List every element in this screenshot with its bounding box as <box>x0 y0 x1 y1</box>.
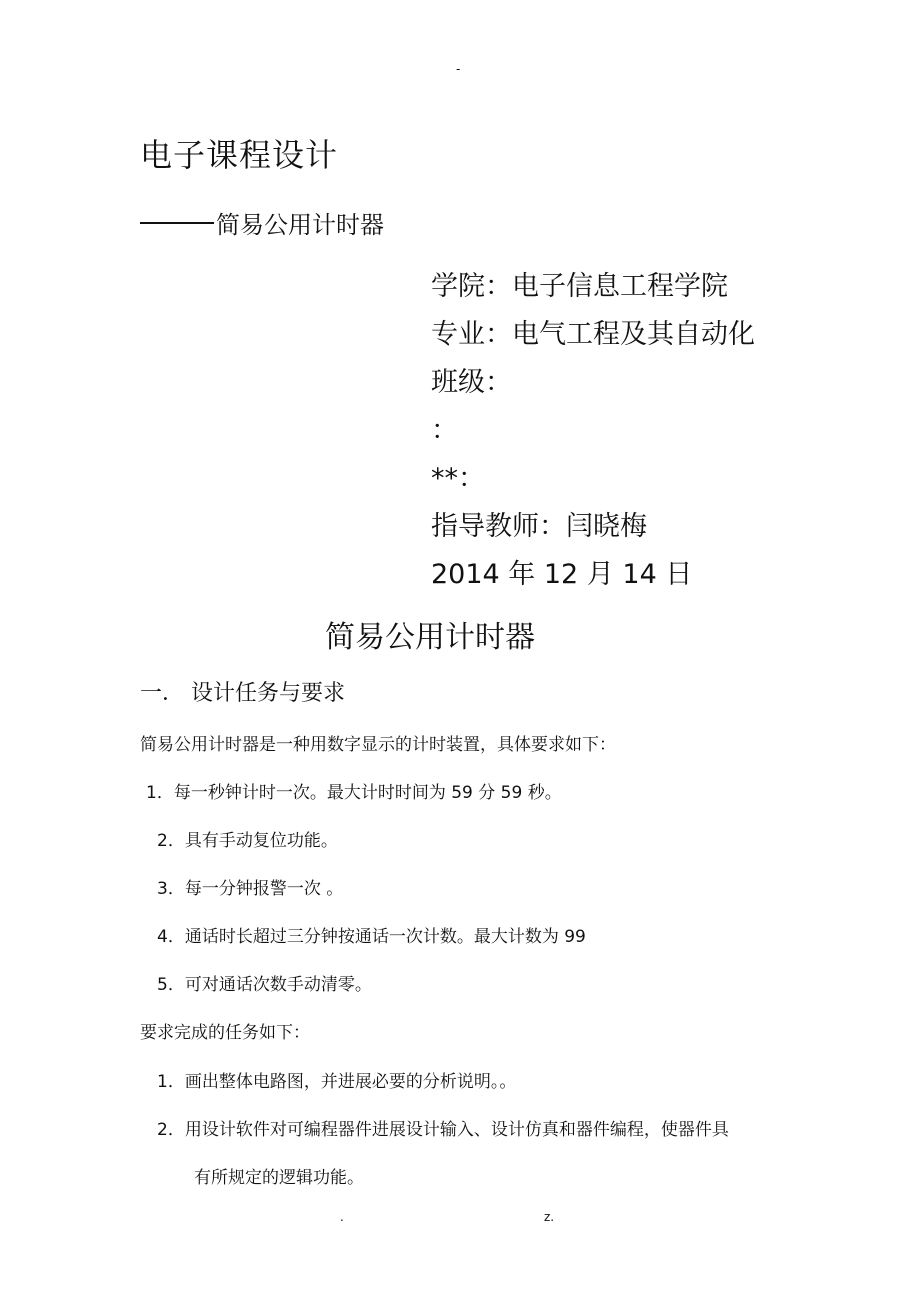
header-mark: - <box>456 62 461 76</box>
info-class: 班级： <box>431 367 512 398</box>
info-name: ： <box>431 415 458 446</box>
em-dash-line <box>140 222 214 224</box>
task-item-continuation: 有所规定的逻辑功能。 <box>194 1168 364 1188</box>
requirement-item: 5．可对通话次数手动清零。 <box>157 975 372 995</box>
tasks-intro: 要求完成的任务如下： <box>140 1023 310 1043</box>
footer-right-mark: z. <box>544 1210 555 1224</box>
requirement-item: 4．通话时长超过三分钟按通话一次计数。最大计数为 99 <box>157 927 586 947</box>
intro-paragraph: 简易公用计时器是一种用数字显示的计时装置，具体要求如下： <box>140 735 616 755</box>
section-heading: 一． 设计任务与要求 <box>140 681 345 706</box>
task-item: 2．用设计软件对可编程器件进展设计输入、设计仿真和器件编程，使器件具 <box>157 1120 729 1140</box>
requirement-item: 1．每一秒钟计时一次。最大计时时间为 59 分 59 秒。 <box>146 783 562 803</box>
course-subtitle <box>140 205 384 240</box>
subtitle-text: 简易公用计时器 <box>216 211 384 239</box>
task-item: 1．画出整体电路图，并进展必要的分析说明。。 <box>157 1072 517 1092</box>
info-date: 2014 年 12 月 14 日 <box>431 559 693 590</box>
info-id: **： <box>431 463 485 494</box>
info-college: 学院：电子信息工程学院 <box>431 271 728 302</box>
requirement-item: 3．每一分钟报警一次 。 <box>157 879 344 899</box>
footer-left-mark: . <box>340 1210 344 1224</box>
info-advisor: 指导教师：闫晓梅 <box>431 511 647 542</box>
requirement-item: 2．具有手动复位功能。 <box>157 831 338 851</box>
course-title: 电子课程设计 <box>140 136 339 174</box>
document-title: 简易公用计时器 <box>325 620 535 655</box>
info-major: 专业：电气工程及其自动化 <box>431 319 755 350</box>
